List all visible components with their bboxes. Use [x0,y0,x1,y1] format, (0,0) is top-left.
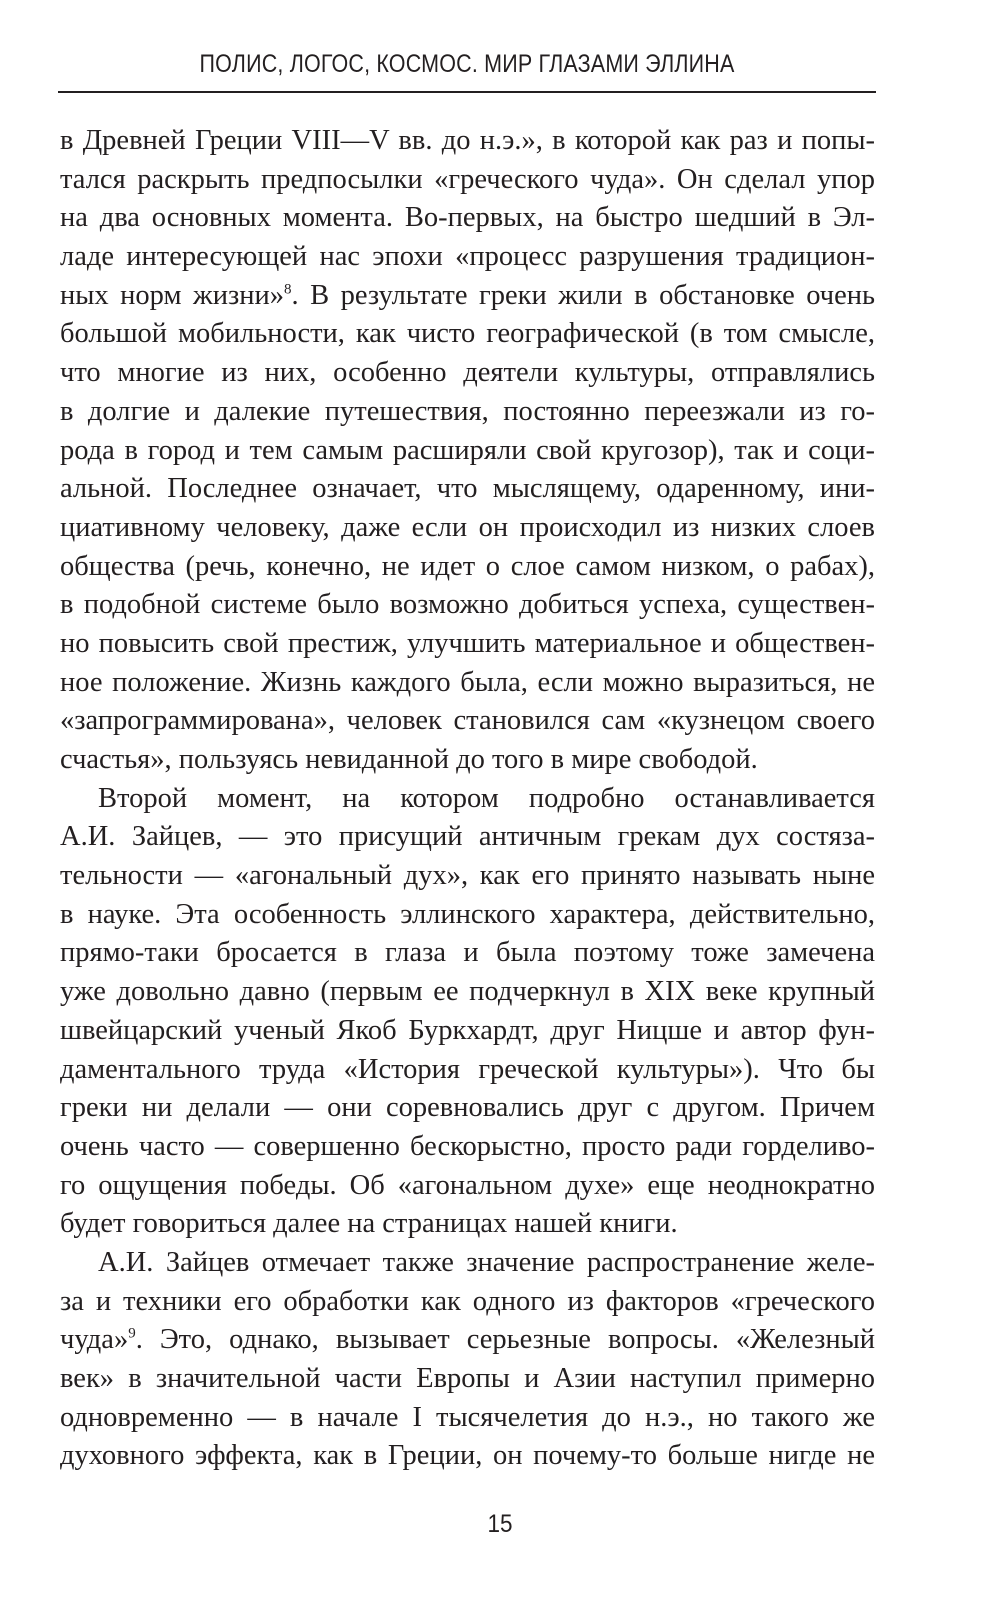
text-line: го ощущения победы. Об «агональном духе» еще неоднократно [60,1169,875,1201]
paragraph-first-line: А.И. Зайцев отмечает также значение распространение желе- [98,1246,875,1278]
text-line: рода в город и тем самым расширяли свой кругозор), так и соци- [60,434,875,466]
page-number: 15 [487,1510,513,1538]
text-line: большой мобильности, как чисто географической (в том смысле, [60,318,875,350]
text-line: в науке. Эта особенность эллинского характера, действительно, [60,898,875,930]
text-line: в долгие и далекие путешествия, постоянно переезжали из го- [60,395,875,427]
footnote-ref-8[interactable]: 8 [284,281,292,298]
text-line: альной. Последнее означает, что мыслящему, одаренному, ини- [60,473,875,505]
text-line: швейцарский ученый Якоб Буркхардт, друг Ницше и автор фун- [60,1014,875,1046]
text-line: счастья», пользуясь невиданной до того в мире свободой. [60,744,758,775]
footnote-ref-9[interactable]: 9 [128,1325,136,1342]
text-line: уже довольно давно (первым ее подчеркнул в XIX веке крупный [60,976,875,1008]
text-line: греки ни делали — они соревновались друг с другом. Причем [60,1092,875,1124]
text-fragment: . Это, однако, вызывает серьезные вопросы. «Железный [135,1324,875,1356]
text-line: в Древней Греции VIII—V вв. до н.э.», в которой как раз и попы- [60,125,875,156]
text-line: одновременно — в начале I тысячелетия до н.э., но такого же [60,1401,875,1433]
text-line: прямо-таки бросается в глаза и была поэтому тоже замечена [60,937,875,969]
running-header: ПОЛИС, ЛОГОС, КОСМОС. МИР ГЛАЗАМИ ЭЛЛИНА [199,50,735,78]
text-line: циативному человеку, даже если он происходил из низких слоев [60,511,875,543]
text-line: духовного эффекта, как в Греции, он почему-то больше нигде не [60,1440,875,1472]
text-fragment: . В результате греки жили в обстановке очень [291,279,875,311]
text-line: но повысить свой престиж, улучшить материальное и обществен- [60,627,875,659]
text-fragment: чуда» [60,1324,129,1356]
text-line [60,277,875,316]
text-line [60,1321,875,1360]
text-line: общества (речь, конечно, не идет о слое самом низком, о рабах), [60,550,875,582]
text-line: в подобной системе было возможно добиться успеха, существен- [60,589,875,621]
text-line: даментального труда «История греческой культуры»). Что бы [60,1053,875,1085]
text-line: век» в значительной части Европы и Азии наступил примерно [60,1363,875,1394]
text-line: А.И. Зайцев, — это присущий античным грекам дух состяза- [60,821,875,853]
text-line: будет говориться далее на страницах нашей книги. [60,1208,678,1240]
text-line: ладе интересующей нас эпохи «процесс разрушения традицион- [60,241,875,273]
text-line: очень часто — совершенно бескорыстно, просто ради горделиво- [60,1130,875,1162]
text-line: на два основных момента. Во-первых, на быстро шедший в Эл- [60,202,875,234]
header-rule [58,91,876,93]
text-line: «запрограммирована», человек становился сам «кузнецом своего [60,705,875,737]
body-text [60,122,875,1476]
text-line: что многие из них, особенно деятели культуры, отправлялись [60,357,875,389]
text-line: за и техники его обработки как одного из факторов «греческого [60,1285,875,1317]
text-fragment: ных норм жизни» [60,279,284,311]
text-line: тался раскрыть предпосылки «греческого чуда». Он сделал упор [60,163,875,195]
text-line: тельности — «агональный дух», как его принято называть ныне [60,860,875,892]
text-line: ное положение. Жизнь каждого была, если можно выразиться, не [60,666,875,698]
paragraph-first-line: Второй момент, на котором подробно останавливается [98,782,875,814]
